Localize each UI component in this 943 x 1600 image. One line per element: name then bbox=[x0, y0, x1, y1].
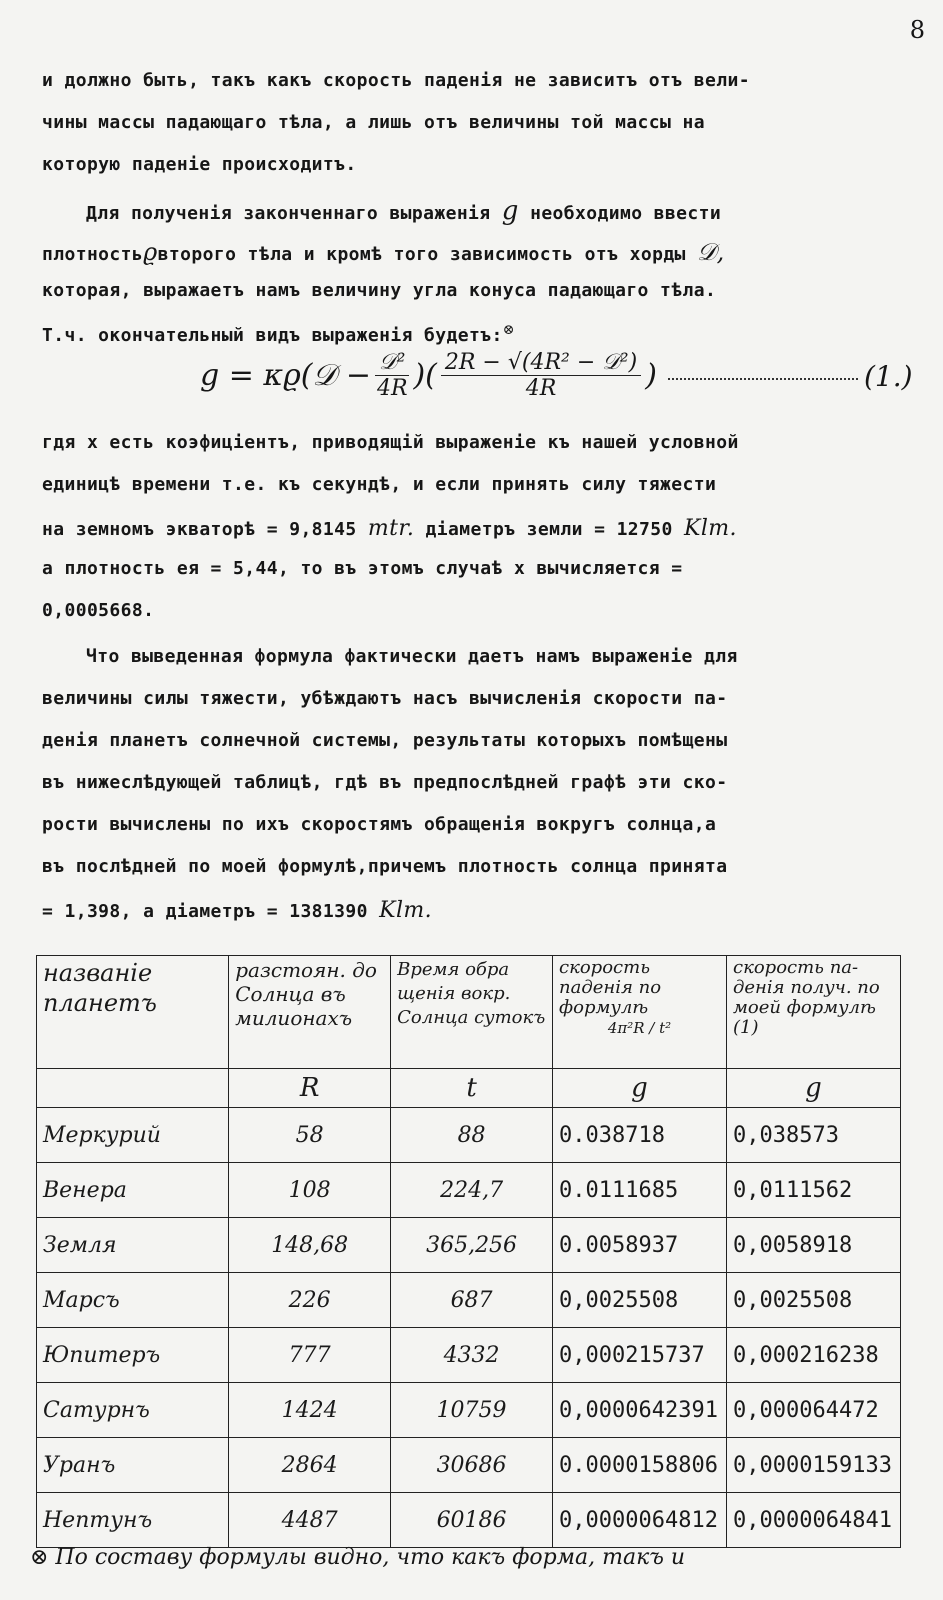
g-kepler-cell: 0,0000064812 bbox=[553, 1493, 727, 1548]
g-kepler-cell: 0.0000158806 bbox=[553, 1438, 727, 1493]
header-formula: 4π²R / t² bbox=[607, 1019, 672, 1037]
table-row bbox=[37, 1383, 901, 1438]
distance-cell: 148,68 bbox=[229, 1218, 391, 1273]
planet-name: Уранъ bbox=[37, 1438, 229, 1493]
planet-name: Марсъ bbox=[37, 1273, 229, 1328]
planet-name: Земля bbox=[37, 1218, 229, 1273]
handwritten-chord: 𝒟, bbox=[697, 238, 725, 266]
handwritten-unit: mtr. bbox=[367, 516, 415, 541]
page-number: 8 bbox=[909, 16, 925, 44]
text-line: которую паденіе происходитъ. bbox=[42, 154, 357, 175]
header-g-kepler: скорость паденія по формулѣ 4π²R / t² bbox=[553, 956, 727, 1069]
g-kepler-cell: 0,000215737 bbox=[553, 1328, 727, 1383]
planet-name: Сатурнъ bbox=[37, 1383, 229, 1438]
g-own-cell: 0,000216238 bbox=[727, 1328, 901, 1383]
text-line: 0,0005668. bbox=[42, 600, 155, 621]
text-line: а плотность ея = 5,44, то въ этомъ случаѣ x вычисляется = bbox=[42, 558, 683, 579]
g-kepler-cell: 0,0025508 bbox=[553, 1273, 727, 1328]
table-row bbox=[37, 1273, 901, 1328]
period-cell: 687 bbox=[391, 1273, 553, 1328]
g-own-cell: 0,000064472 bbox=[727, 1383, 901, 1438]
distance-cell: 108 bbox=[229, 1163, 391, 1218]
text-line: чины массы падающаго тѣла, а лишь отъ величины той массы на bbox=[42, 112, 705, 133]
table-row bbox=[37, 1108, 901, 1163]
table-header-row bbox=[37, 956, 901, 1069]
formula bbox=[200, 350, 657, 401]
period-cell: 30686 bbox=[391, 1438, 553, 1493]
distance-cell: 4487 bbox=[229, 1493, 391, 1548]
footnote: ⊗ По составу формулы видно, что какъ форма, такъ и bbox=[30, 1545, 686, 1570]
text-line: денія планетъ солнечной системы, результаты которыхъ помѣщены bbox=[42, 730, 728, 751]
handwritten-unit: Klm. bbox=[379, 898, 433, 923]
g-own-cell: 0,0025508 bbox=[727, 1273, 901, 1328]
distance-cell: 2864 bbox=[229, 1438, 391, 1493]
text-line: на земномъ экваторѣ = 9,8145 mtr. діаметръ земли = 12750 Klm. bbox=[42, 516, 737, 541]
text-line: въ нижеслѣдующей таблицѣ, гдѣ въ предпослѣдней графѣ эти ско- bbox=[42, 772, 728, 793]
planet-name: Венера bbox=[37, 1163, 229, 1218]
text-line: величины силы тяжести, убѣждаютъ насъ вычисленія скорости па- bbox=[42, 688, 728, 709]
period-cell: 4332 bbox=[391, 1328, 553, 1383]
handwritten-unit: Klm. bbox=[684, 516, 737, 541]
table-row bbox=[37, 1163, 901, 1218]
distance-cell: 226 bbox=[229, 1273, 391, 1328]
text-line: Что выведенная формула фактически даетъ намъ выраженіе для bbox=[86, 646, 738, 667]
table-row bbox=[37, 1493, 901, 1548]
g-kepler-cell: 0.0111685 bbox=[553, 1163, 727, 1218]
g-kepler-cell: 0.038718 bbox=[553, 1108, 727, 1163]
header-period: Время обра щенія вокр. Солнца сутокъ bbox=[391, 956, 553, 1069]
text-line: единицѣ времени т.е. къ секундѣ, и если принять силу тяжести bbox=[42, 474, 717, 495]
text-line: плотностьϱвторого тѣла и кромѣ того зависимость отъ хорды 𝒟, bbox=[42, 238, 725, 266]
g-kepler-cell: 0,0000642391 bbox=[553, 1383, 727, 1438]
g-own-cell: 0,0000159133 bbox=[727, 1438, 901, 1493]
planets-table bbox=[36, 955, 901, 1548]
g-own-cell: 0,038573 bbox=[727, 1108, 901, 1163]
period-cell: 224,7 bbox=[391, 1163, 553, 1218]
table-row bbox=[37, 1328, 901, 1383]
g-own-cell: 0,0000064841 bbox=[727, 1493, 901, 1548]
handwritten-g: g bbox=[501, 196, 519, 226]
planet-name: Меркурий bbox=[37, 1108, 229, 1163]
period-cell: 88 bbox=[391, 1108, 553, 1163]
table-symbol-row: R t g g bbox=[37, 1069, 901, 1108]
table-row bbox=[37, 1438, 901, 1493]
text-line: рости вычислены по ихъ скоростямъ обращенія вокругъ солнца,а bbox=[42, 814, 717, 835]
header-g-own: скорость па- денія получ. по моей формулѣ (1) bbox=[727, 956, 901, 1069]
g-own-cell: 0,0058918 bbox=[727, 1218, 901, 1273]
footnote-mark-icon: ⊗ bbox=[502, 322, 515, 338]
distance-cell: 1424 bbox=[229, 1383, 391, 1438]
planet-name: Юпитеръ bbox=[37, 1328, 229, 1383]
text-line: въ послѣдней по моей формулѣ,причемъ плотность солнца принята bbox=[42, 856, 728, 877]
dotted-leader bbox=[668, 378, 858, 380]
planet-name: Нептунъ bbox=[37, 1493, 229, 1548]
text-line: Т.ч. окончательный видъ выраженія будетъ:⊗ bbox=[42, 322, 515, 346]
g-kepler-cell: 0.0058937 bbox=[553, 1218, 727, 1273]
text-line: и должно быть, такъ какъ скорость паденія не зависитъ отъ вели- bbox=[42, 70, 750, 91]
distance-cell: 777 bbox=[229, 1328, 391, 1383]
handwritten-rho: ϱ bbox=[143, 238, 158, 266]
period-cell: 365,256 bbox=[391, 1218, 553, 1273]
formula-rhs: ) bbox=[645, 358, 657, 393]
equation-number: (1.) bbox=[864, 360, 913, 393]
period-cell: 60186 bbox=[391, 1493, 553, 1548]
text-line: которая, выражаетъ намъ величину угла конуса падающаго тѣла. bbox=[42, 280, 717, 301]
formula-fraction-2: $\frac{\text{2R − √(4R² − 𝒟²)}}{4R}$ bbox=[441, 350, 641, 401]
header-planet-name: названіе планетъ bbox=[37, 956, 229, 1069]
formula-lhs: g = κϱ(𝒟 − bbox=[200, 358, 372, 393]
text-line: гдя x есть коэфиціентъ, приводящій выраженіе къ нашей условной bbox=[42, 432, 739, 453]
distance-cell: 58 bbox=[229, 1108, 391, 1163]
header-distance: разстоян. до Солнца въ милионахъ bbox=[229, 956, 391, 1069]
g-own-cell: 0,0111562 bbox=[727, 1163, 901, 1218]
text-line: Для полученія законченнаго выраженія g необходимо ввести bbox=[86, 196, 722, 226]
formula-fraction-1: $\frac{\text{𝒟²}}{4R}$ bbox=[376, 350, 408, 401]
period-cell: 10759 bbox=[391, 1383, 553, 1438]
text-line: = 1,398, а діаметръ = 1381390 Klm. bbox=[42, 898, 433, 923]
table-row bbox=[37, 1218, 901, 1273]
formula-mid: )( bbox=[413, 358, 437, 393]
